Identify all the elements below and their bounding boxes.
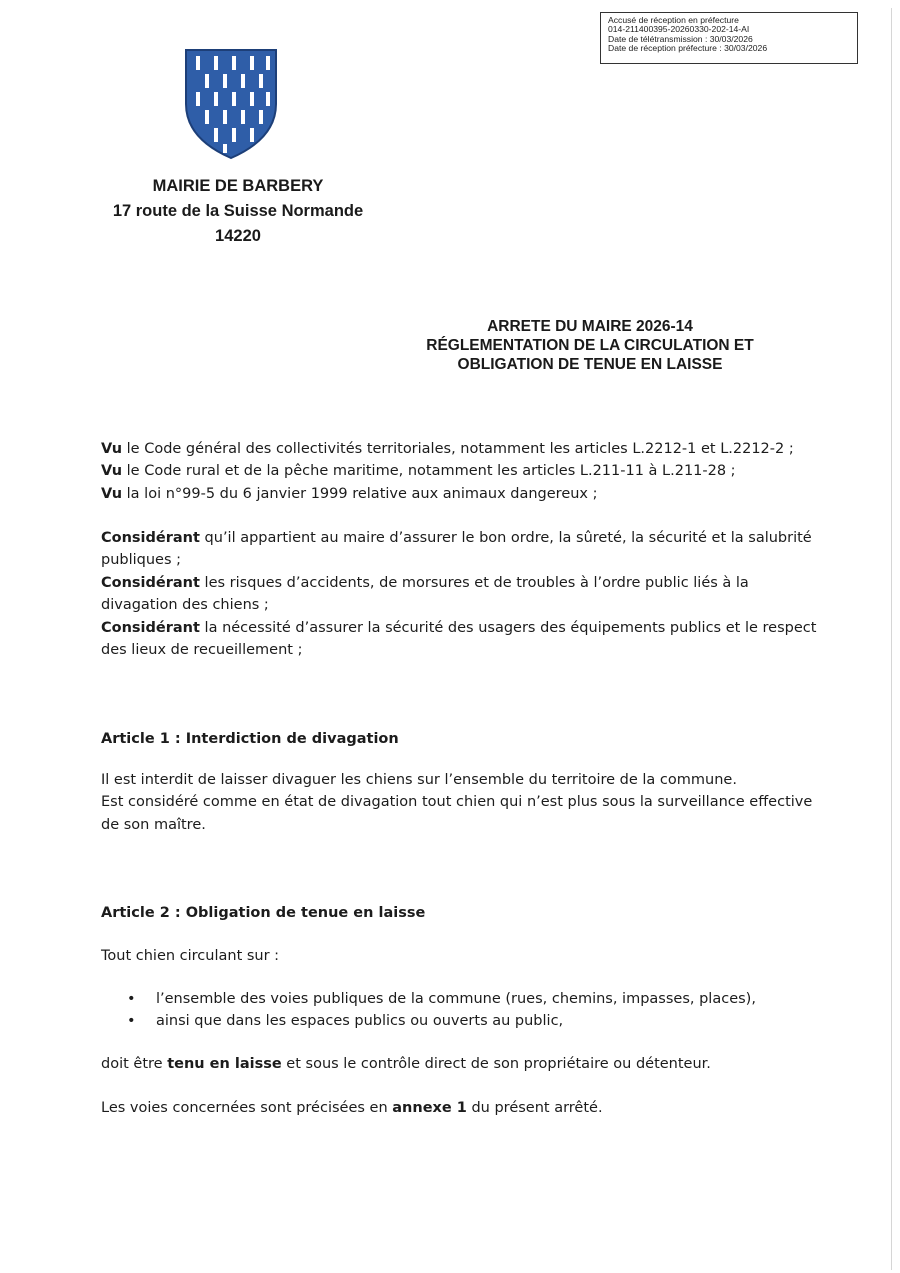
conclusion-text-end: et sous le contrôle direct de son propriétaire ou détenteur. bbox=[281, 1056, 711, 1072]
list-item: • ainsi que dans les espaces publics ou ouverts au public, bbox=[101, 1010, 821, 1032]
stamp-line-1: Accusé de réception en préfecture bbox=[608, 15, 739, 25]
visa-keyword: Vu bbox=[101, 441, 123, 457]
conclusion-text-start: doit être bbox=[101, 1056, 168, 1072]
article-1-title: Article 1 : Interdiction de divagation bbox=[101, 731, 399, 747]
stamp-line-2: 014-211400395-20260330-202-14-AI bbox=[608, 24, 750, 35]
article-2-annex-reference bbox=[101, 1097, 821, 1119]
considerant-item bbox=[101, 617, 821, 662]
article-1-body bbox=[101, 769, 821, 836]
considerant-item bbox=[101, 572, 821, 617]
article-2-heading bbox=[101, 902, 821, 924]
coat-of-arms-icon bbox=[184, 48, 278, 160]
mairie-name: MAIRIE DE BARBERY bbox=[152, 177, 324, 195]
article-1-heading bbox=[101, 728, 821, 750]
title-line-3: OBLIGATION DE TENUE EN LAISSE bbox=[457, 356, 723, 373]
annex-text-start: Les voies concernées sont précisées en bbox=[101, 1100, 393, 1116]
annex-text-end: du présent arrêté. bbox=[466, 1100, 603, 1116]
conclusion-emphasis: tenu en laisse bbox=[167, 1056, 282, 1072]
visa-item bbox=[101, 438, 821, 460]
visa-item bbox=[101, 460, 821, 482]
annex-emphasis: annexe 1 bbox=[392, 1100, 467, 1116]
mairie-postcode: 14220 bbox=[215, 227, 261, 245]
considerant-keyword: Considérant bbox=[101, 574, 200, 591]
visa-text: le Code général des collectivités territoriales, notamment les articles L.2212-1 et L.2212-2 ; bbox=[122, 441, 794, 457]
stamp-line-3: Date de télétransmission : 30/03/2026 bbox=[608, 33, 753, 44]
visa-keyword: Vu bbox=[101, 463, 123, 480]
stamp-line-4: Date de réception préfecture : 30/03/2026 bbox=[608, 43, 768, 54]
list-item: • l’ensemble des voies publiques de la commune (rues, chemins, impasses, places), bbox=[101, 988, 821, 1010]
article-1-paragraph-2: Est considéré comme en état de divagation tout chien qui n’est plus sous la surveillance effective de son maître. bbox=[101, 794, 813, 833]
title-line-2: RÉGLEMENTATION DE LA CIRCULATION ET bbox=[426, 337, 754, 354]
article-2-conclusion bbox=[101, 1053, 821, 1075]
visas-section bbox=[101, 438, 821, 505]
considerant-item bbox=[101, 527, 821, 572]
page-edge-divider bbox=[891, 8, 892, 1270]
considerant-text: les risques d’accidents, de morsures et de troubles à l’ordre public liés à la divagation des chiens ; bbox=[101, 574, 749, 614]
visa-text: le Code rural et de la pêche maritime, notamment les articles L.211-11 à L.211-28 ; bbox=[122, 463, 736, 480]
considerant-keyword: Considérant bbox=[101, 619, 200, 636]
considerant-text: la nécessité d’assurer la sécurité des usagers des équipements publics et le respect des lieux de recueillement ; bbox=[101, 619, 817, 659]
arrete-title bbox=[400, 317, 780, 374]
prefecture-receipt-stamp bbox=[600, 12, 858, 64]
article-2-title: Article 2 : Obligation de tenue en laisse bbox=[101, 905, 426, 921]
mairie-header bbox=[80, 174, 396, 249]
considerants-section bbox=[101, 527, 821, 661]
article-2-intro bbox=[101, 945, 821, 967]
title-line-1: ARRETE DU MAIRE 2026-14 bbox=[487, 318, 693, 335]
article-2-intro-text: Tout chien circulant sur : bbox=[101, 948, 280, 964]
article-1-paragraph-1: Il est interdit de laisser divaguer les chiens sur l’ensemble du territoire de la commune. bbox=[101, 772, 737, 788]
considerant-keyword: Considérant bbox=[101, 530, 200, 546]
visa-item bbox=[101, 483, 821, 505]
visa-keyword: Vu bbox=[101, 485, 123, 502]
article-2-bullet-list bbox=[101, 988, 821, 1033]
considerant-text: qu’il appartient au maire d’assurer le bon ordre, la sûreté, la sécurité et la salubrité publiques ; bbox=[101, 530, 812, 569]
visa-text: la loi n°99-5 du 6 janvier 1999 relative aux animaux dangereux ; bbox=[122, 485, 598, 502]
mairie-address: 17 route de la Suisse Normande bbox=[112, 202, 364, 220]
